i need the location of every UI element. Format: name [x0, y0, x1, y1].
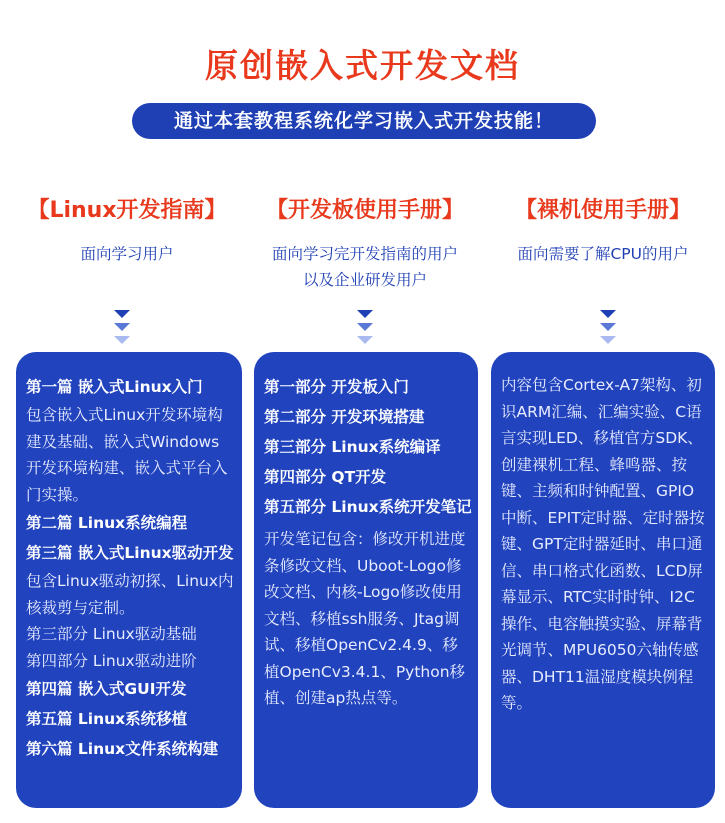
page-title: 原创嵌入式开发文档 — [205, 46, 520, 85]
column-linux-guide-audience — [14, 241, 240, 267]
column-board-manual-heading: 【开发板使用手册】 — [265, 198, 464, 223]
column-baremetal-manual-heading: 【裸机使用手册】 — [514, 198, 691, 223]
section-description: 内容包含Cortex-A7架构、初识ARM汇编、汇编实验、C语言实现LED、移植官方SDK、创建裸机工程、蜂鸣器、按键、主频和时钟配置、GPIO中断、EPIT定时器、定时器按键、GPT定时器延时、串口通信、串口格式化函数、LCD屏幕显示、RTC实时时钟、I2C操作、电容触摸实验、屏幕背光调节、MPU6050六轴传感器、DHT11温湿度模块例程等。 — [501, 376, 705, 712]
section-heading: 第五部分 Linux系统开发笔记 — [264, 498, 472, 516]
chevron-down-icon — [112, 309, 132, 347]
subtitle-banner: 通过本套教程系统化学习嵌入式开发技能！ — [132, 103, 596, 139]
section-heading: 第五篇 Linux系统移植 — [26, 710, 188, 728]
section-heading: 第四部分 QT开发 — [264, 468, 387, 486]
column-board-manual-audience — [252, 241, 478, 293]
section-heading: 第二篇 Linux系统编程 — [26, 514, 188, 532]
section-heading: 第二部分 开发环境搭建 — [264, 408, 425, 426]
audience-line: 以及企业研发用户 — [302, 271, 427, 289]
section-description: 包含Linux驱动初探、Linux内核裁剪与定制。 — [26, 572, 234, 617]
section-heading: 第一部分 开发板入门 — [264, 378, 409, 396]
chevron-down-icon — [355, 309, 375, 347]
section-heading: 第三篇 嵌入式Linux驱动开发 — [26, 544, 234, 562]
card-baremetal-manual — [491, 352, 715, 808]
card-board-manual — [254, 352, 478, 808]
audience-line: 面向需要了解CPU的用户 — [517, 245, 689, 263]
section-heading: 第一篇 嵌入式Linux入门 — [26, 378, 203, 396]
section-description: 第三部分 Linux驱动基础 — [26, 625, 197, 643]
card-linux-guide — [16, 352, 242, 808]
section-heading: 第四篇 嵌入式GUI开发 — [26, 680, 187, 698]
audience-line: 面向学习完开发指南的用户 — [271, 245, 458, 263]
section-description: 包含嵌入式Linux开发环境构建及基础、嵌入式Windows开发环境构建、嵌入式平台入门实操。 — [26, 406, 228, 504]
chevron-down-icon — [598, 309, 618, 347]
column-linux-guide-heading: 【Linux开发指南】 — [27, 198, 227, 223]
audience-line: 面向学习用户 — [80, 245, 174, 263]
section-description: 开发笔记包含：修改开机进度条修改文档、Uboot-Logo修改文档、内核-Logo修改使用文档、移植ssh服务、Jtag调试、移植OpenCv2.4.9、移植OpenCv3.4.1、Python移植、创建ap热点等。 — [264, 530, 466, 707]
section-description: 第四部分 Linux驱动进阶 — [26, 651, 197, 670]
section-heading: 第六篇 Linux文件系统构建 — [26, 740, 219, 758]
column-baremetal-manual-audience — [490, 241, 716, 267]
section-heading: 第三部分 Linux系统编译 — [264, 438, 441, 456]
